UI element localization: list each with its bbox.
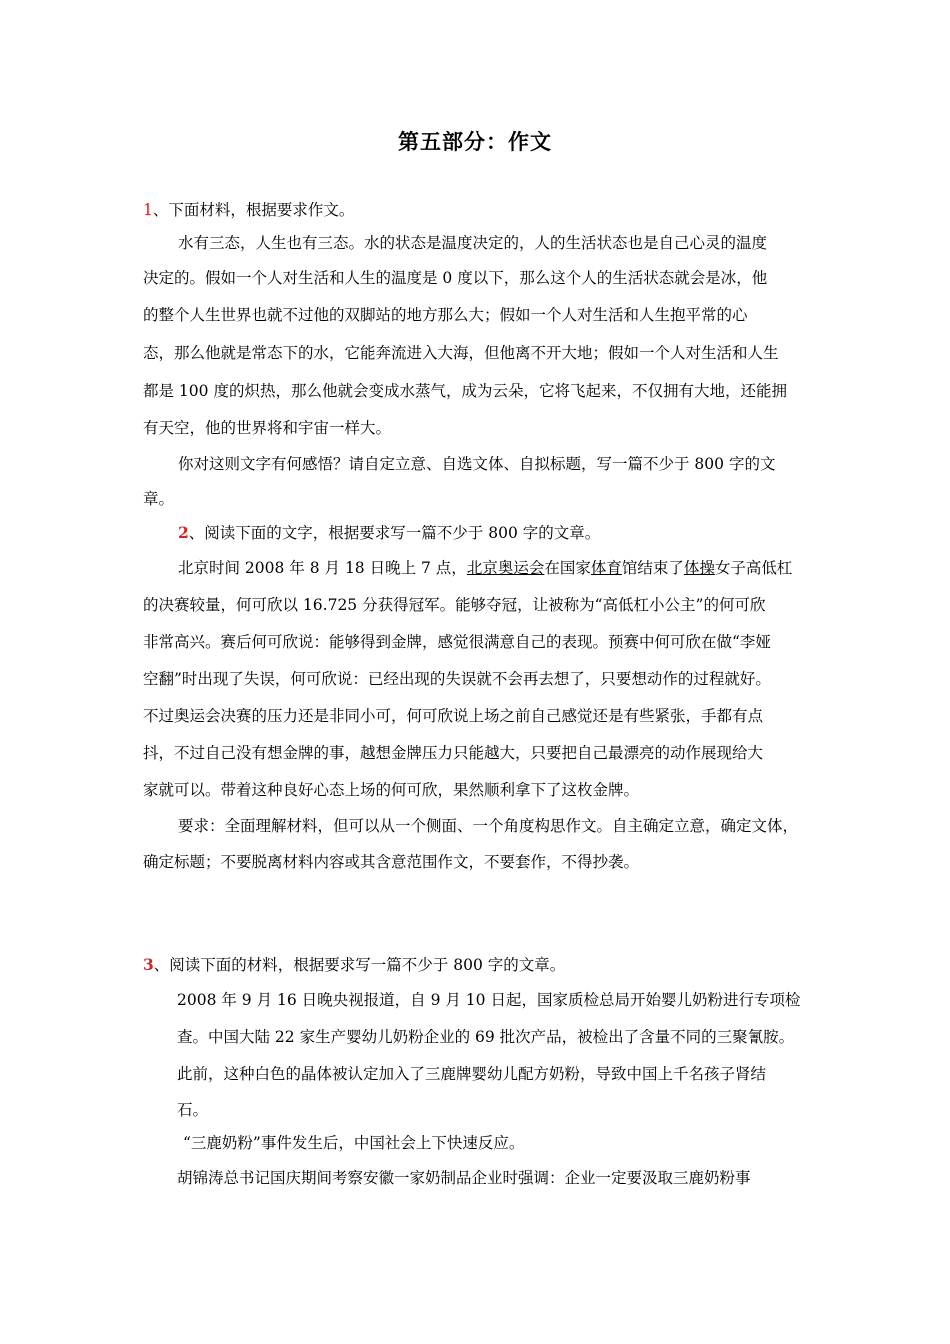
q2-line-6: 抖，不过自己没有想金牌的事，越想金牌压力只能越大，只要把自己最漂亮的动作展现给大	[143, 744, 764, 762]
q2-line-3: 非常高兴。赛后何可欣说：能够得到金牌，感觉很满意自己的表现。预赛中何可欣在做“李娅	[143, 633, 771, 651]
q1-req-1: 你对这则文字有何感悟？请自定立意、自选文体、自拟标题，写一篇不少于 800 字的文	[178, 455, 776, 473]
q3-line-2: 查。中国大陆 22 家生产婴幼儿奶粉企业的 69 批次产品，被检出了含量不同的三聚氰胺。	[177, 1028, 795, 1046]
q1-line-1: 水有三态，人生也有三态。水的状态是温度决定的，人的生活状态也是自己心灵的温度	[178, 234, 768, 252]
q2-number: 2	[178, 523, 189, 542]
q3-line-4: 石。	[177, 1101, 209, 1119]
q2-line-1: 北京时间 2008 年 8 月 18 日晚上 7 点，北京奥运会在国家体育馆结束了体操女子高低杠	[178, 559, 793, 577]
q3-heading: 3、阅读下面的材料，根据要求写一篇不少于 800 字的文章。	[143, 955, 566, 974]
q3-line-5: “三鹿奶粉”事件发生后，中国社会上下快速反应。	[183, 1134, 525, 1152]
q2-line-5: 不过奥运会决赛的压力还是非同小可，何可欣说上场之前自己感觉还是有些紧张，手都有点	[143, 707, 764, 725]
q3-number: 3	[143, 955, 154, 974]
q3-line-3: 此前，这种白色的晶体被认定加入了三鹿牌婴幼儿配方奶粉，导致中国上千名孩子肾结	[177, 1065, 767, 1083]
q1-number: 1	[143, 201, 153, 219]
gymnastics-link[interactable]: 体操	[683, 559, 715, 577]
q1-line-5: 都是 100 度的炽热，那么他就会变成水蒸气，成为云朵，它将飞起来，不仅拥有大地，还能拥	[143, 382, 787, 400]
q1-line-2: 决定的。假如一个人对生活和人生的温度是 0 度以下，那么这个人的生活状态就会是冰，他	[143, 269, 768, 287]
q1-line-3: 的整个人生世界也就不过他的双脚站的地方那么大；假如一个人对生活和人生抱平常的心	[143, 306, 748, 324]
q1-heading: 1、下面材料，根据要求作文。	[143, 201, 355, 219]
q3-line-6: 胡锦涛总书记国庆期间考察安徽一家奶制品企业时强调：企业一定要汲取三鹿奶粉事	[177, 1169, 751, 1187]
page-title: 第五部分：作文	[398, 129, 552, 154]
q1-line-6: 有天空，他的世界将和宇宙一样大。	[143, 419, 392, 437]
q2-req-2: 确定标题；不要脱离材料内容或其含意范围作文，不要套作，不得抄袭。	[143, 853, 640, 871]
q2-line-7: 家就可以。带着这种良好心态上场的何可欣，果然顺利拿下了这枚金牌。	[143, 781, 640, 799]
sports-link[interactable]: 体育	[590, 559, 622, 577]
beijing-olympics-link[interactable]: 北京奥运会	[466, 559, 545, 577]
q2-req-1: 要求：全面理解材料，但可以从一个侧面、一个角度构思作文。自主确定立意，确定文体，	[178, 817, 799, 835]
q1-line-4: 态，那么他就是常态下的水，它能奔流进入大海，但他离不开大地；假如一个人对生活和人生	[143, 344, 779, 362]
q1-req-2: 章。	[143, 490, 175, 508]
q2-heading: 2、阅读下面的文字，根据要求写一篇不少于 800 字的文章。	[178, 523, 601, 542]
q3-line-1: 2008 年 9 月 16 日晚央视报道，自 9 月 10 日起，国家质检总局开始婴儿奶粉进行专项检	[177, 991, 801, 1009]
q2-line-2: 的决赛较量，何可欣以 16.725 分获得冠军。能够夺冠，让被称为“高低杠小公主”的何可欣	[143, 596, 766, 614]
q2-line-4: 空翻”时出现了失误，何可欣说：已经出现的失误就不会再去想了，只要想动作的过程就好。	[143, 670, 771, 688]
